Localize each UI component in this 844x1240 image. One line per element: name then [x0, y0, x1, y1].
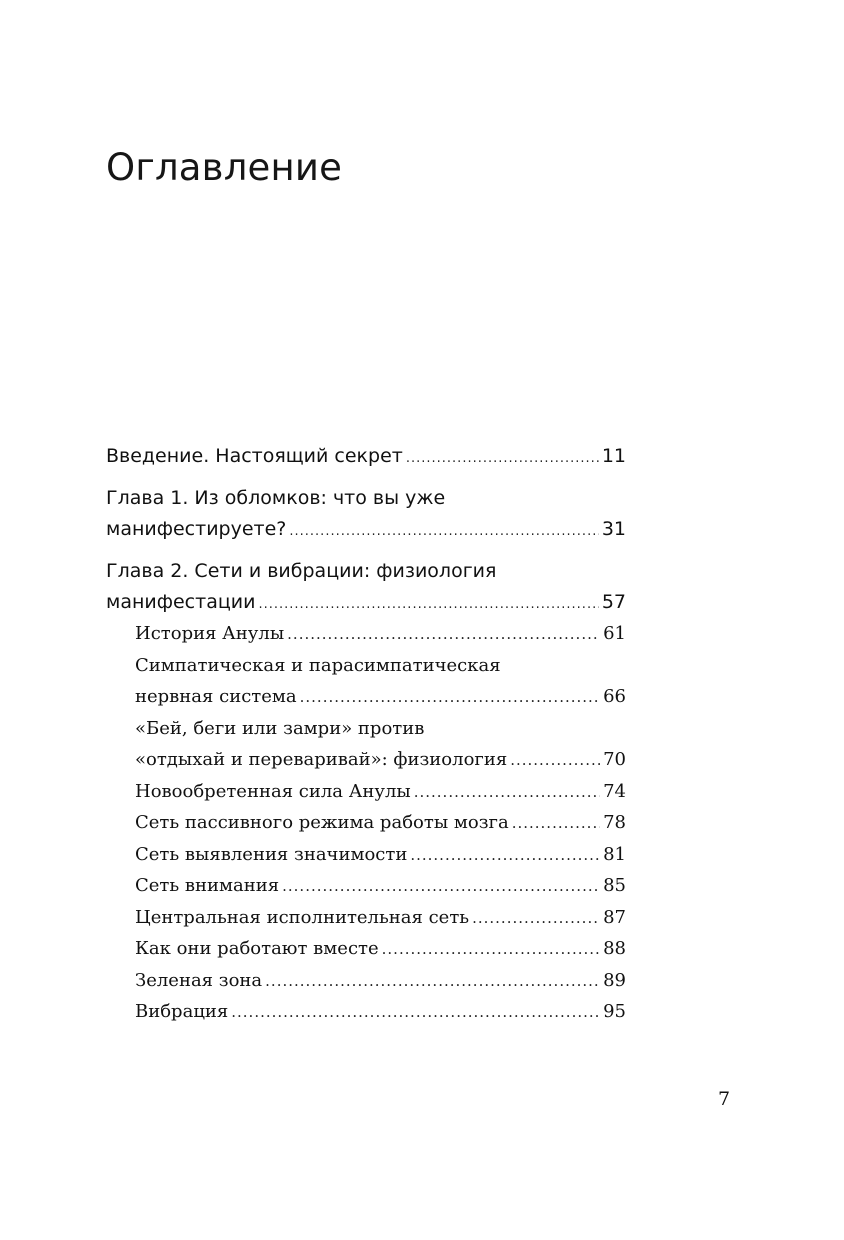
toc-section-title: нервная система — [135, 686, 297, 707]
toc-section — [106, 902, 626, 934]
toc-section-title: «отдыхай и переваривай»: физиология — [135, 749, 508, 770]
toc-page-number: 89 — [603, 969, 626, 991]
dot-leader — [231, 997, 600, 1029]
table-of-contents — [106, 441, 626, 1028]
toc-section-title: Зеленая зона — [135, 969, 263, 991]
toc-section-title: Сеть внимания — [135, 875, 280, 896]
toc-entry-title: манифестации — [106, 591, 256, 613]
toc-section-title: Как они работают вместе — [135, 938, 379, 959]
toc-section — [106, 807, 626, 839]
toc-section-title: Новообретенная сила Анулы — [135, 780, 411, 802]
toc-section — [106, 618, 626, 650]
toc-page-number: 31 — [601, 518, 626, 540]
dot-leader — [265, 966, 600, 998]
toc-entry-chapter-1-line2 — [106, 514, 626, 545]
toc-section-line2 — [106, 681, 626, 713]
toc-page-number: 88 — [603, 938, 626, 959]
dot-leader — [510, 745, 600, 777]
dot-leader — [414, 777, 600, 809]
toc-section-title: Сеть пассивного режима работы мозга — [135, 812, 509, 833]
dot-leader — [300, 682, 600, 714]
dot-leader — [289, 516, 598, 547]
dot-leader — [287, 619, 600, 651]
dot-leader — [512, 808, 600, 840]
dot-leader — [282, 871, 600, 903]
toc-page-number: 87 — [603, 906, 626, 928]
toc-section — [106, 933, 626, 965]
toc-page-number: 61 — [603, 623, 626, 644]
toc-section-title: Сеть выявления значимости — [135, 843, 408, 865]
toc-section-line1 — [106, 713, 626, 745]
toc-section-title: «Бей, беги или замри» против — [135, 717, 425, 739]
toc-section — [106, 776, 626, 808]
dot-leader — [406, 443, 599, 474]
toc-page-number: 57 — [601, 591, 626, 613]
dot-leader — [410, 840, 600, 872]
toc-section-title: История Анулы — [135, 623, 285, 644]
toc-section — [106, 996, 626, 1028]
toc-entry-chapter-1-line1 — [106, 483, 626, 514]
dot-leader — [258, 589, 598, 620]
toc-section-line1 — [106, 650, 626, 682]
toc-entry-chapter-2-line1 — [106, 556, 626, 587]
toc-page-number: 74 — [603, 780, 626, 802]
toc-section-title: Симпатическая и парасимпатическая — [135, 654, 501, 676]
toc-section-title: Вибрация — [135, 1001, 229, 1022]
toc-section — [106, 965, 626, 997]
toc-section — [106, 839, 626, 871]
toc-section-title: Центральная исполнительная сеть — [135, 906, 470, 928]
toc-page-number: 11 — [601, 445, 626, 467]
toc-entry-chapter-2-line2 — [106, 587, 626, 618]
toc-page-number: 66 — [603, 686, 626, 707]
page-number: 7 — [718, 1088, 731, 1110]
toc-page-number: 95 — [603, 1001, 626, 1022]
toc-entry-title: манифестируете? — [106, 518, 287, 540]
toc-entry-title: Глава 2. Сети и вибрации: физиология — [106, 560, 497, 582]
toc-section-line2 — [106, 744, 626, 776]
toc-page-number: 78 — [603, 812, 626, 833]
toc-entry-title: Глава 1. Из обломков: что вы уже — [106, 487, 446, 509]
toc-page-number: 85 — [603, 875, 626, 896]
toc-page-number: 70 — [603, 749, 626, 770]
toc-entry-title: Введение. Настоящий секрет — [106, 445, 403, 467]
toc-entry-intro — [106, 441, 626, 472]
toc-page-number: 81 — [603, 843, 626, 865]
toc-section — [106, 870, 626, 902]
dot-leader — [382, 934, 600, 966]
page-title: Оглавление — [106, 146, 343, 189]
dot-leader — [472, 903, 600, 935]
